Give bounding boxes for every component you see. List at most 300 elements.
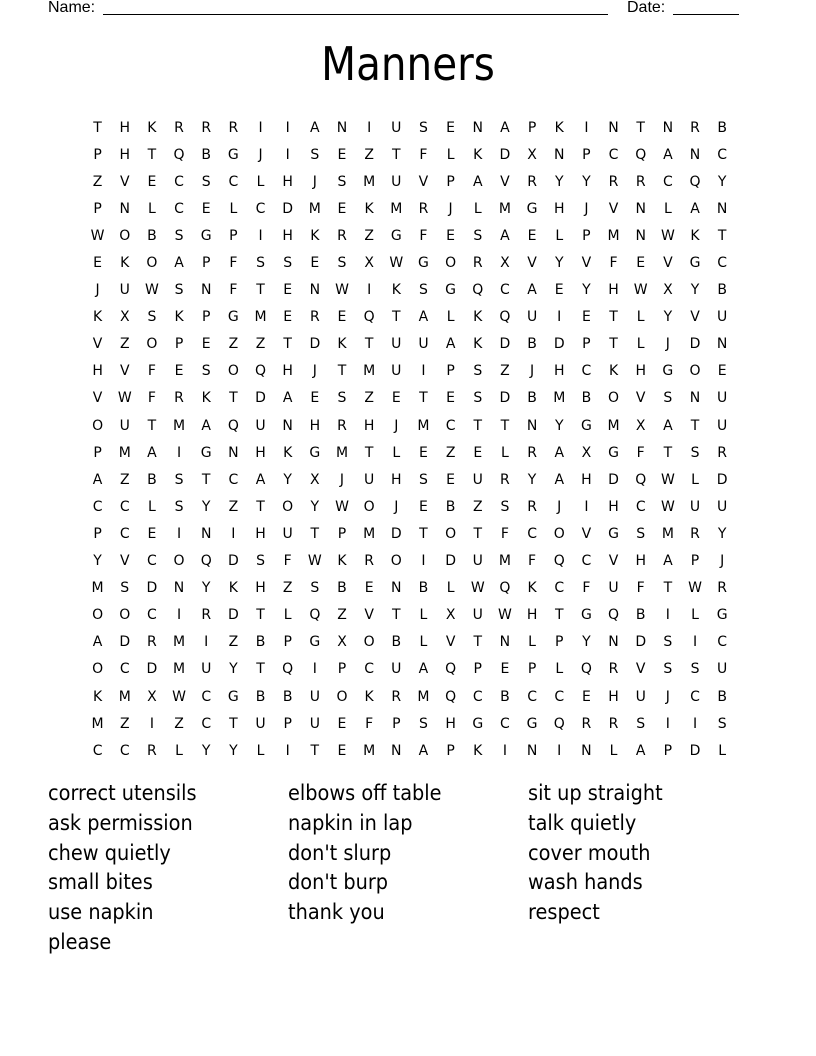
- grid-letter[interactable]: C: [201, 715, 212, 732]
- grid-letter[interactable]: S: [663, 661, 673, 678]
- grid-letter[interactable]: R: [364, 553, 374, 570]
- grid-letter[interactable]: E: [581, 309, 591, 326]
- grid-letter[interactable]: O: [92, 417, 104, 434]
- grid-letter[interactable]: M: [498, 200, 511, 217]
- grid-letter[interactable]: Q: [282, 661, 294, 678]
- grid-letter[interactable]: C: [119, 742, 130, 759]
- grid-letter[interactable]: V: [119, 553, 130, 570]
- grid-letter[interactable]: Q: [608, 607, 620, 624]
- grid-letter[interactable]: Z: [364, 146, 374, 163]
- grid-letter[interactable]: V: [635, 661, 646, 678]
- grid-letter[interactable]: D: [499, 146, 511, 163]
- grid-letter[interactable]: S: [120, 580, 130, 597]
- grid-letter[interactable]: D: [146, 661, 158, 678]
- grid-letter[interactable]: K: [473, 146, 483, 163]
- grid-letter[interactable]: L: [446, 309, 455, 326]
- grid-letter[interactable]: B: [717, 688, 727, 705]
- grid-letter[interactable]: H: [119, 119, 130, 136]
- grid-letter[interactable]: A: [554, 444, 565, 461]
- grid-letter[interactable]: Z: [500, 363, 510, 380]
- grid-letter[interactable]: A: [418, 742, 429, 759]
- grid-letter[interactable]: L: [419, 607, 428, 624]
- grid-letter[interactable]: Q: [309, 607, 321, 624]
- grid-letter[interactable]: Z: [119, 336, 130, 353]
- grid-letter[interactable]: I: [285, 146, 290, 163]
- grid-letter[interactable]: G: [227, 688, 239, 705]
- grid-letter[interactable]: F: [636, 444, 645, 461]
- grid-letter[interactable]: Q: [689, 173, 701, 190]
- grid-letter[interactable]: X: [337, 634, 347, 651]
- grid-letter[interactable]: P: [337, 661, 347, 678]
- grid-letter[interactable]: R: [717, 580, 728, 597]
- grid-letter[interactable]: Z: [228, 498, 239, 515]
- grid-letter[interactable]: I: [285, 742, 290, 759]
- grid-letter[interactable]: X: [527, 146, 537, 163]
- grid-letter[interactable]: N: [309, 282, 321, 299]
- grid-letter[interactable]: K: [554, 119, 564, 136]
- grid-letter[interactable]: S: [201, 363, 211, 380]
- grid-letter[interactable]: A: [663, 553, 673, 570]
- grid-letter[interactable]: L: [147, 498, 156, 515]
- grid-letter[interactable]: Y: [663, 309, 673, 326]
- grid-letter[interactable]: H: [526, 607, 538, 624]
- grid-letter[interactable]: Z: [472, 498, 483, 515]
- grid-letter[interactable]: L: [392, 444, 401, 461]
- grid-letter[interactable]: C: [201, 688, 212, 705]
- grid-letter[interactable]: G: [689, 255, 701, 272]
- grid-letter[interactable]: N: [391, 742, 402, 759]
- grid-letter[interactable]: R: [527, 173, 537, 190]
- grid-letter[interactable]: O: [146, 255, 158, 272]
- grid-letter[interactable]: M: [390, 200, 403, 217]
- grid-letter[interactable]: T: [229, 390, 238, 407]
- grid-letter[interactable]: I: [692, 634, 698, 651]
- grid-letter[interactable]: T: [473, 417, 483, 434]
- grid-letter[interactable]: E: [337, 309, 347, 326]
- grid-letter[interactable]: U: [309, 715, 320, 732]
- grid-letter[interactable]: C: [608, 146, 619, 163]
- grid-letter[interactable]: K: [690, 227, 700, 244]
- grid-letter[interactable]: I: [176, 444, 182, 461]
- grid-letter[interactable]: H: [553, 363, 565, 380]
- grid-letter[interactable]: K: [228, 580, 238, 597]
- grid-letter[interactable]: Q: [635, 146, 647, 163]
- grid-letter[interactable]: U: [391, 173, 402, 190]
- grid-letter[interactable]: W: [498, 607, 512, 624]
- grid-letter[interactable]: M: [118, 688, 131, 705]
- grid-letter[interactable]: Y: [582, 634, 591, 651]
- grid-letter[interactable]: S: [636, 525, 646, 542]
- grid-letter[interactable]: E: [337, 742, 347, 759]
- grid-letter[interactable]: P: [690, 553, 700, 570]
- grid-letter[interactable]: U: [717, 390, 728, 407]
- grid-letter[interactable]: N: [472, 119, 483, 136]
- grid-letter[interactable]: I: [367, 282, 372, 299]
- grid-letter[interactable]: T: [473, 525, 483, 542]
- grid-letter[interactable]: Q: [227, 417, 239, 434]
- grid-letter[interactable]: A: [147, 444, 157, 461]
- grid-letter[interactable]: K: [174, 309, 184, 326]
- grid-letter[interactable]: A: [418, 661, 429, 678]
- grid-letter[interactable]: V: [445, 634, 456, 651]
- grid-letter[interactable]: E: [391, 390, 401, 407]
- grid-letter[interactable]: S: [419, 471, 428, 488]
- grid-letter[interactable]: R: [608, 715, 619, 732]
- grid-letter[interactable]: T: [500, 417, 510, 434]
- grid-letter[interactable]: K: [92, 309, 103, 326]
- grid-letter[interactable]: H: [363, 417, 375, 434]
- grid-letter[interactable]: B: [717, 119, 727, 136]
- grid-letter[interactable]: Q: [255, 363, 267, 380]
- grid-letter[interactable]: T: [147, 146, 157, 163]
- grid-letter[interactable]: M: [607, 227, 620, 244]
- grid-letter[interactable]: E: [147, 525, 157, 542]
- grid-letter[interactable]: T: [229, 715, 238, 732]
- grid-letter[interactable]: H: [581, 471, 592, 488]
- grid-letter[interactable]: L: [446, 580, 455, 597]
- grid-letter[interactable]: M: [335, 444, 349, 461]
- grid-letter[interactable]: H: [553, 200, 565, 217]
- grid-letter[interactable]: O: [92, 607, 104, 624]
- grid-letter[interactable]: P: [174, 336, 184, 353]
- grid-letter[interactable]: V: [581, 525, 592, 542]
- grid-letter[interactable]: N: [689, 390, 701, 407]
- grid-letter[interactable]: R: [635, 173, 646, 190]
- grid-letter[interactable]: V: [92, 336, 103, 353]
- grid-letter[interactable]: U: [635, 688, 646, 705]
- grid-letter[interactable]: G: [227, 146, 239, 163]
- grid-letter[interactable]: O: [336, 688, 348, 705]
- grid-letter[interactable]: R: [690, 525, 700, 542]
- grid-letter[interactable]: U: [608, 580, 619, 597]
- grid-letter[interactable]: Y: [283, 471, 292, 488]
- grid-letter[interactable]: E: [446, 390, 456, 407]
- grid-letter[interactable]: G: [526, 200, 538, 217]
- grid-letter[interactable]: K: [92, 688, 103, 705]
- grid-letter[interactable]: S: [337, 173, 347, 190]
- grid-letter[interactable]: E: [337, 715, 347, 732]
- grid-letter[interactable]: A: [201, 417, 211, 434]
- grid-letter[interactable]: I: [692, 715, 698, 732]
- grid-letter[interactable]: B: [635, 607, 646, 624]
- grid-letter[interactable]: N: [173, 580, 185, 597]
- grid-letter[interactable]: W: [660, 227, 675, 244]
- grid-letter[interactable]: U: [717, 417, 728, 434]
- grid-letter[interactable]: A: [92, 634, 103, 651]
- grid-letter[interactable]: P: [473, 661, 482, 678]
- grid-letter[interactable]: M: [308, 200, 321, 217]
- grid-letter[interactable]: D: [309, 336, 321, 353]
- grid-letter[interactable]: X: [500, 255, 510, 272]
- grid-letter[interactable]: L: [229, 200, 238, 217]
- grid-letter[interactable]: U: [526, 309, 538, 326]
- grid-letter[interactable]: B: [418, 580, 429, 597]
- grid-letter[interactable]: P: [555, 634, 564, 651]
- grid-letter[interactable]: K: [364, 200, 374, 217]
- grid-letter[interactable]: L: [555, 227, 564, 244]
- grid-letter[interactable]: Q: [472, 282, 484, 299]
- grid-letter[interactable]: Q: [445, 661, 457, 678]
- grid-letter[interactable]: H: [282, 173, 293, 190]
- grid-letter[interactable]: O: [146, 336, 158, 353]
- grid-letter[interactable]: W: [117, 390, 132, 407]
- grid-letter[interactable]: U: [717, 661, 728, 678]
- grid-letter[interactable]: T: [419, 390, 428, 407]
- grid-letter[interactable]: C: [527, 688, 537, 705]
- grid-letter[interactable]: W: [688, 580, 702, 597]
- grid-letter[interactable]: M: [173, 634, 186, 651]
- grid-letter[interactable]: C: [554, 580, 565, 597]
- grid-letter[interactable]: R: [608, 173, 619, 190]
- grid-letter[interactable]: E: [337, 200, 347, 217]
- grid-letter[interactable]: K: [473, 336, 483, 353]
- grid-letter[interactable]: B: [527, 336, 537, 353]
- grid-letter[interactable]: C: [717, 255, 728, 272]
- grid-letter[interactable]: G: [200, 227, 212, 244]
- grid-letter[interactable]: I: [312, 661, 317, 678]
- grid-letter[interactable]: V: [119, 173, 130, 190]
- grid-letter[interactable]: P: [527, 119, 537, 136]
- grid-letter[interactable]: Q: [173, 146, 185, 163]
- grid-letter[interactable]: C: [445, 417, 456, 434]
- grid-letter[interactable]: U: [472, 607, 483, 624]
- grid-letter[interactable]: B: [255, 688, 266, 705]
- grid-letter[interactable]: P: [93, 200, 102, 217]
- grid-letter[interactable]: A: [500, 119, 510, 136]
- grid-letter[interactable]: Q: [499, 309, 511, 326]
- grid-letter[interactable]: Z: [174, 715, 184, 732]
- grid-letter[interactable]: S: [419, 715, 428, 732]
- grid-letter[interactable]: Q: [445, 688, 457, 705]
- grid-letter[interactable]: O: [282, 498, 294, 515]
- grid-letter[interactable]: G: [716, 607, 728, 624]
- grid-letter[interactable]: P: [392, 715, 401, 732]
- grid-letter[interactable]: H: [282, 227, 293, 244]
- grid-letter[interactable]: T: [256, 661, 265, 678]
- grid-letter[interactable]: P: [582, 336, 591, 353]
- grid-letter[interactable]: X: [663, 282, 673, 299]
- grid-letter[interactable]: Q: [635, 471, 647, 488]
- grid-letter[interactable]: F: [609, 255, 618, 272]
- grid-letter[interactable]: K: [283, 444, 293, 461]
- grid-letter[interactable]: B: [527, 390, 537, 407]
- grid-letter[interactable]: Z: [337, 607, 347, 624]
- grid-letter[interactable]: D: [553, 336, 565, 353]
- grid-letter[interactable]: G: [309, 634, 321, 651]
- grid-letter[interactable]: P: [446, 742, 455, 759]
- grid-letter[interactable]: A: [527, 282, 537, 299]
- grid-letter[interactable]: Z: [282, 580, 293, 597]
- grid-letter[interactable]: R: [147, 634, 157, 651]
- grid-letter[interactable]: D: [146, 580, 158, 597]
- grid-letter[interactable]: T: [717, 227, 727, 244]
- grid-letter[interactable]: L: [528, 634, 536, 651]
- grid-letter[interactable]: T: [609, 309, 618, 326]
- grid-letter[interactable]: R: [228, 119, 239, 136]
- grid-letter[interactable]: E: [636, 255, 646, 272]
- grid-letter[interactable]: S: [419, 119, 428, 136]
- grid-letter[interactable]: Q: [553, 553, 565, 570]
- grid-letter[interactable]: C: [717, 146, 728, 163]
- grid-letter[interactable]: U: [717, 498, 728, 515]
- grid-letter[interactable]: K: [364, 688, 374, 705]
- grid-letter[interactable]: P: [201, 255, 211, 272]
- grid-letter[interactable]: T: [663, 580, 673, 597]
- grid-letter[interactable]: R: [337, 417, 347, 434]
- grid-letter[interactable]: N: [553, 146, 565, 163]
- grid-letter[interactable]: M: [607, 417, 620, 434]
- grid-letter[interactable]: C: [255, 200, 266, 217]
- grid-letter[interactable]: S: [147, 309, 157, 326]
- grid-letter[interactable]: T: [554, 607, 564, 624]
- grid-letter[interactable]: S: [283, 255, 293, 272]
- grid-letter[interactable]: O: [608, 390, 620, 407]
- grid-letter[interactable]: E: [201, 200, 211, 217]
- grid-letter[interactable]: G: [390, 227, 402, 244]
- grid-letter[interactable]: I: [584, 119, 589, 136]
- grid-letter[interactable]: V: [581, 255, 592, 272]
- grid-letter[interactable]: A: [255, 471, 266, 488]
- grid-letter[interactable]: H: [282, 363, 293, 380]
- grid-letter[interactable]: N: [635, 200, 646, 217]
- grid-letter[interactable]: P: [283, 715, 292, 732]
- grid-letter[interactable]: N: [526, 417, 538, 434]
- grid-letter[interactable]: C: [92, 742, 103, 759]
- grid-letter[interactable]: L: [691, 471, 699, 488]
- grid-letter[interactable]: M: [417, 688, 430, 705]
- grid-letter[interactable]: S: [174, 227, 184, 244]
- grid-letter[interactable]: S: [500, 498, 510, 515]
- grid-letter[interactable]: R: [309, 309, 320, 326]
- grid-letter[interactable]: M: [91, 715, 104, 732]
- grid-letter[interactable]: G: [418, 255, 429, 272]
- grid-letter[interactable]: F: [147, 390, 156, 407]
- grid-letter[interactable]: M: [363, 742, 376, 759]
- grid-letter[interactable]: R: [391, 688, 402, 705]
- grid-letter[interactable]: E: [581, 688, 591, 705]
- grid-letter[interactable]: O: [553, 525, 565, 542]
- grid-letter[interactable]: L: [175, 742, 183, 759]
- grid-letter[interactable]: D: [635, 634, 647, 651]
- grid-letter[interactable]: T: [256, 282, 265, 299]
- grid-letter[interactable]: T: [337, 363, 347, 380]
- grid-letter[interactable]: A: [445, 336, 456, 353]
- grid-letter[interactable]: V: [663, 255, 673, 272]
- grid-letter[interactable]: K: [147, 119, 157, 136]
- grid-letter[interactable]: M: [661, 525, 674, 542]
- grid-letter[interactable]: C: [690, 688, 700, 705]
- grid-letter[interactable]: T: [201, 471, 211, 488]
- grid-letter[interactable]: Q: [200, 553, 212, 570]
- grid-letter[interactable]: T: [364, 336, 374, 353]
- grid-letter[interactable]: T: [392, 607, 401, 624]
- grid-letter[interactable]: C: [635, 498, 646, 515]
- grid-letter[interactable]: E: [174, 363, 184, 380]
- grid-letter[interactable]: E: [527, 227, 537, 244]
- grid-letter[interactable]: E: [419, 498, 428, 515]
- grid-letter[interactable]: Z: [119, 715, 130, 732]
- grid-letter[interactable]: U: [391, 661, 402, 678]
- grid-letter[interactable]: B: [255, 634, 266, 651]
- grid-letter[interactable]: T: [310, 525, 320, 542]
- grid-letter[interactable]: J: [448, 200, 453, 217]
- grid-letter[interactable]: J: [665, 336, 670, 353]
- grid-letter[interactable]: C: [228, 173, 239, 190]
- grid-letter[interactable]: T: [392, 146, 401, 163]
- grid-letter[interactable]: B: [201, 146, 211, 163]
- grid-letter[interactable]: U: [391, 336, 402, 353]
- grid-letter[interactable]: P: [663, 742, 673, 759]
- grid-letter[interactable]: U: [255, 417, 266, 434]
- grid-letter[interactable]: U: [119, 282, 130, 299]
- grid-letter[interactable]: M: [118, 444, 131, 461]
- grid-letter[interactable]: T: [256, 498, 265, 515]
- grid-letter[interactable]: E: [337, 146, 347, 163]
- grid-letter[interactable]: E: [473, 444, 483, 461]
- grid-letter[interactable]: Z: [364, 227, 374, 244]
- grid-letter[interactable]: K: [391, 282, 401, 299]
- grid-letter[interactable]: T: [663, 444, 673, 461]
- grid-letter[interactable]: U: [418, 336, 429, 353]
- grid-letter[interactable]: P: [582, 227, 591, 244]
- grid-letter[interactable]: I: [502, 742, 507, 759]
- grid-letter[interactable]: C: [472, 688, 483, 705]
- grid-letter[interactable]: J: [665, 688, 670, 705]
- grid-letter[interactable]: Q: [580, 661, 592, 678]
- grid-letter[interactable]: C: [92, 498, 103, 515]
- grid-letter[interactable]: T: [93, 119, 102, 136]
- grid-letter[interactable]: I: [421, 363, 426, 380]
- grid-letter[interactable]: S: [663, 634, 673, 651]
- grid-letter[interactable]: H: [309, 417, 321, 434]
- grid-letter[interactable]: R: [608, 661, 619, 678]
- grid-letter[interactable]: J: [394, 417, 399, 434]
- grid-letter[interactable]: U: [255, 715, 266, 732]
- grid-letter[interactable]: H: [635, 363, 646, 380]
- grid-letter[interactable]: A: [690, 200, 700, 217]
- grid-letter[interactable]: N: [716, 200, 728, 217]
- grid-letter[interactable]: N: [228, 444, 239, 461]
- grid-letter[interactable]: I: [584, 498, 589, 515]
- grid-letter[interactable]: L: [473, 200, 482, 217]
- grid-letter[interactable]: R: [337, 227, 347, 244]
- grid-letter[interactable]: E: [283, 282, 293, 299]
- grid-letter[interactable]: X: [119, 309, 130, 326]
- grid-letter[interactable]: W: [389, 255, 404, 272]
- grid-letter[interactable]: U: [472, 471, 483, 488]
- grid-letter[interactable]: A: [418, 309, 429, 326]
- grid-letter[interactable]: L: [501, 444, 509, 461]
- grid-letter[interactable]: I: [258, 119, 263, 136]
- grid-letter[interactable]: S: [473, 390, 483, 407]
- grid-letter[interactable]: G: [445, 282, 457, 299]
- grid-letter[interactable]: P: [337, 525, 347, 542]
- grid-letter[interactable]: Y: [582, 173, 591, 190]
- grid-letter[interactable]: N: [200, 525, 212, 542]
- grid-letter[interactable]: Y: [582, 282, 591, 299]
- grid-letter[interactable]: W: [335, 282, 349, 299]
- grid-letter[interactable]: V: [364, 607, 374, 624]
- grid-letter[interactable]: S: [337, 255, 347, 272]
- grid-letter[interactable]: O: [390, 553, 402, 570]
- grid-letter[interactable]: R: [500, 471, 510, 488]
- grid-letter[interactable]: L: [419, 634, 428, 651]
- grid-letter[interactable]: S: [174, 282, 184, 299]
- grid-letter[interactable]: A: [663, 146, 673, 163]
- grid-letter[interactable]: S: [473, 363, 483, 380]
- grid-letter[interactable]: U: [472, 553, 483, 570]
- grid-letter[interactable]: D: [227, 607, 239, 624]
